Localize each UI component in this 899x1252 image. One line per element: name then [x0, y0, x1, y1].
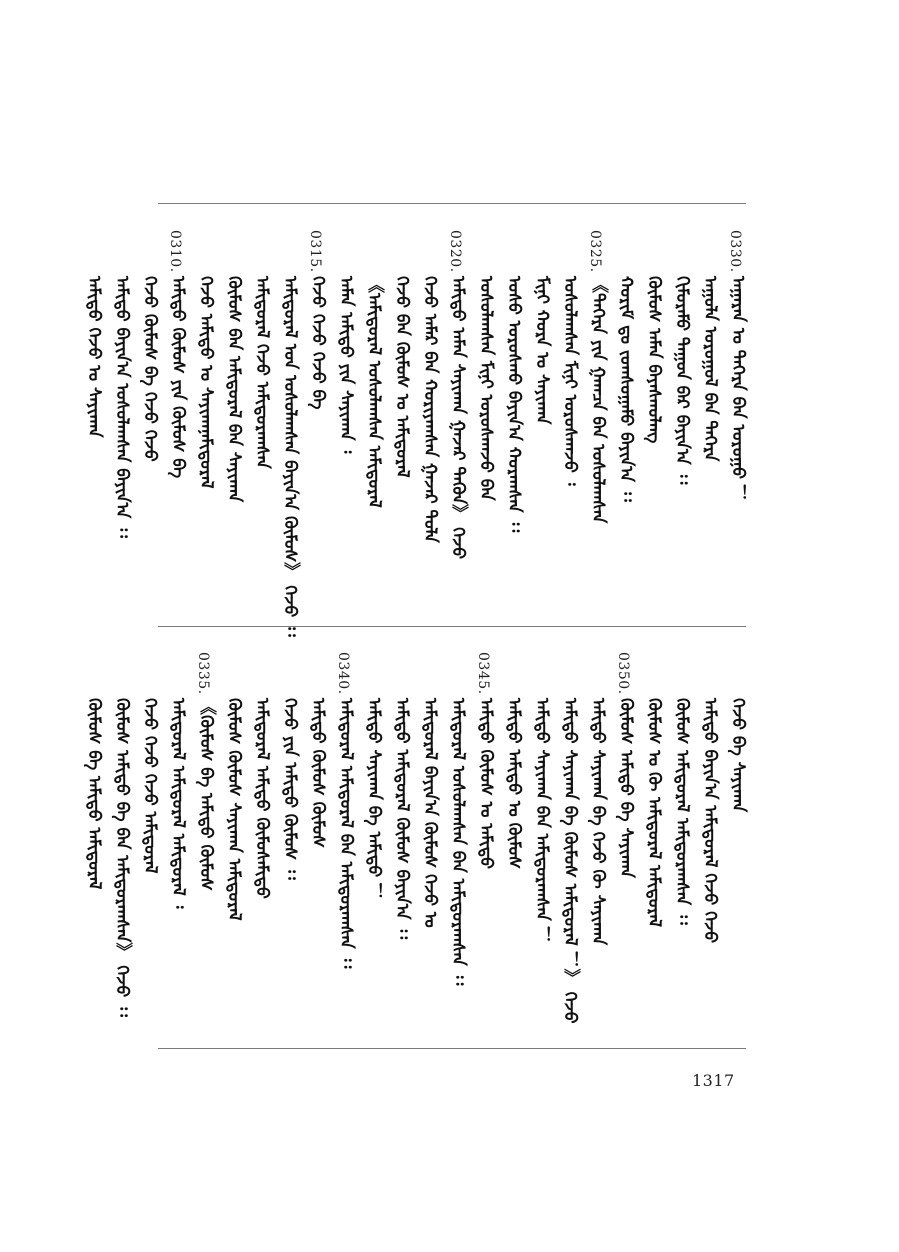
verse-line [332, 230, 360, 610]
verse-line [500, 652, 528, 1032]
line-number: 0340. [335, 652, 351, 695]
verse-line [80, 230, 108, 610]
mongolian-text: 《ᠬᠦᠮᠦᠰ ᠪᠡ ᠠᠮᠢᠳᠤ ᠬᠦᠮᠦᠰ [196, 698, 216, 891]
verse-line [332, 652, 360, 1032]
verse-line [304, 652, 332, 1032]
mongolian-text: ᠤᠰᠤ ᠤᠷᠤᠰᠬᠤ ᠪᠠᠶᠢᠨ᠎ᠠ ᠬᠤᠷᠠᠭᠰᠠᠨ ᠄᠄ [504, 276, 524, 533]
verse-line [192, 652, 220, 1032]
verse-line [388, 230, 416, 610]
bottom-rule [158, 1048, 746, 1049]
mongolian-text: ᠭᠡᠵᠦ ᠪᠠᠨ ᠬᠦᠮᠦᠰ ᠤ ᠠᠮᠢᠳᠤᠷᠠᠯ [392, 276, 412, 478]
verse-line [724, 652, 752, 1032]
mongolian-text: ᠠᠮᠢᠳᠤᠷᠠᠯ ᠤᠨ ᠤᠰᠤᠯᠠᠭᠰᠠᠨ ᠪᠠᠶᠢᠨ᠎ᠠ ᠬᠦᠮᠦᠰ》 ᠭᠡᠵᠦ ᠄᠄ [280, 276, 300, 637]
verse-line [612, 230, 640, 610]
top-rule [158, 203, 746, 204]
mongolian-text: ᠠᠮᠢᠳᠤ ᠰᠠᠶᠢᠬᠠᠨ ᠪᠡ ᠬᠦᠮᠦᠰ ᠠᠮᠢᠳᠤᠷᠠᠯ ！》 ᠭᠡᠵᠦ [560, 698, 580, 1024]
mongolian-text: ᠭᠡᠵᠦ ᠠᠮᠢᠳᠤ ᠤ ᠰᠠᠶᠢᠬᠠᠨᠠᠮᠢᠳᠤᠷᠠᠯ [196, 276, 216, 489]
mongolian-text: 《ᠳᠡᠭᠡᠷᠡ ᠶᠢᠨ ᠭᠠᠭᠴᠠ ᠪᠠᠨ ᠤᠰᠤᠯᠠᠭᠰᠠᠨ [588, 276, 608, 524]
mongolian-text: ᠠᠭᠤᠯᠠ ᠣᠷᠣᠭᠤᠯ ᠪᠠᠨ ᠳᠡᠭᠡᠷᠡ [700, 276, 720, 462]
mongolian-text: ᠠᠮᠢᠳᠤ ᠭᠡᠵᠦ ᠤ ᠰᠠᠶᠢᠬᠠᠨ [84, 276, 104, 438]
verse-line [276, 652, 304, 1032]
mongolian-text: ᠠᠮᠢᠳᠤ ᠰᠠᠶᠢᠬᠠᠨ ᠪᠡ ᠭᠡᠵᠦ ᠬᠦ ᠰᠠᠶᠢᠬᠠᠨ [588, 698, 608, 946]
mongolian-text: ᠠᠮᠢᠳᠤ ᠬᠦᠮᠦᠰ ᠤ ᠠᠮᠢᠳᠤ [476, 698, 496, 869]
mongolian-text: ᠠᠮᠢᠳᠤᠷᠠᠯ ᠤᠰᠤᠯᠠᠭᠰᠠᠨ ᠪᠠᠨ ᠠᠮᠢᠳᠤᠷᠠᠭᠰᠠᠨ ᠄᠄ [448, 698, 468, 986]
verse-line [164, 230, 192, 610]
verse-line [472, 652, 500, 1032]
line-number: 0315. [307, 230, 323, 273]
page-number: 1317 [692, 1071, 735, 1090]
verse-line [556, 230, 584, 610]
line-number: 0350. [615, 652, 631, 695]
mongolian-text: ᠤᠰᠤᠯᠠᠭᠰᠠᠨ ᠮᠢᠨᠢ ᠤᠷᠤᠰᠬᠠᠵᠤ ᠪᠠᠨ [476, 276, 496, 501]
mongolian-text: 《ᠠᠮᠢᠳᠤᠷᠠᠯ ᠤᠰᠤᠯᠠᠭᠰᠠᠨ ᠠᠮᠢᠳᠤᠷᠠᠯ [364, 276, 384, 508]
verse-lines-bottom [80, 652, 752, 1032]
mongolian-text: ᠬᠦᠮᠦᠰ ᠠᠮᠠᠨ ᠪᠠᠶᠠᠰᠬᠤᠯᠠᠩ [644, 276, 664, 444]
mongolian-text: ᠠᠮᠢᠳᠤᠷᠠᠯ ᠭᠡᠵᠦ ᠠᠮᠢᠳᠤᠷᠠᠭᠰᠠᠨ [252, 276, 272, 469]
mongolian-text: ᠠᠮᠢᠳᠤᠷᠠᠯ ᠠᠮᠢᠳᠤ ᠬᠦᠮᠦᠰᠠᠮᠢᠳᠤ [252, 698, 272, 899]
verse-line [640, 230, 668, 610]
verse-line [612, 652, 640, 1032]
mongolian-text: ᠠᠭᠠᠷᠠᠨ ᠤ ᠳᠡᠭᠡᠷᠡ ᠪᠠᠨ ᠣᠷᠣᠭᠤ ！ [728, 276, 748, 502]
verse-line [164, 652, 192, 1032]
mongolian-text: ᠠᠮᠢᠳᠤ ᠠᠮᠢᠳᠤᠷᠠᠯ ᠬᠦᠮᠦᠰ ᠪᠠᠶᠢᠨ᠎ᠠ ᠄᠄ [392, 698, 412, 940]
mongolian-text: ᠭᠡᠵᠦ ᠪᠡ ᠰᠠᠶᠢᠬᠠᠨ [728, 698, 748, 813]
mongolian-text: ᠮᠢᠨᠢ ᠬᠤᠷᠠ ᠤ ᠰᠠᠶᠢᠬᠠᠨ [532, 276, 552, 425]
line-number: 0310. [167, 230, 183, 273]
verse-line [668, 230, 696, 610]
verse-line [108, 230, 136, 610]
mongolian-text: ᠠᠮᠢᠳᠤ ᠰᠠᠶᠢᠬᠠᠨ ᠪᠠᠨ ᠠᠮᠢᠳᠤᠷᠠᠭᠰᠠᠨ ！ [532, 698, 552, 944]
verse-line [640, 652, 668, 1032]
verse-line [388, 652, 416, 1032]
mongolian-text: ᠬᠢᠮᠤᠷᠠᠮᠤ ᠳᠠᠭᠤᠨ ᠪᠠᠷ ᠪᠠᠶᠢᠨ᠎ᠠ ᠄᠄ [672, 276, 692, 485]
verse-line [584, 652, 612, 1032]
verse-line [276, 230, 304, 637]
verse-line [500, 230, 528, 610]
verse-line [528, 230, 556, 610]
mongolian-text: ᠠᠮᠢᠳᠤ ᠠᠮᠠᠨ ᠰᠠᠶᠢᠬᠠᠨ ᠭᠠᠵᠠᠷ ᠲᠡᠭᠦᠨ》 ᠭᠡᠵᠦ [448, 276, 468, 560]
verse-line [80, 652, 108, 1032]
verse-lines-top [80, 230, 752, 637]
line-number: 0335. [195, 652, 211, 695]
mongolian-text: ᠠᠮᠢᠳᠤ ᠠᠮᠢᠳᠤ ᠤ ᠬᠦᠮᠦᠰ [504, 698, 524, 869]
verse-line [220, 652, 248, 1032]
mongolian-text: ᠬᠦᠮᠦᠰ ᠠᠮᠢᠳᠤ ᠪᠡ ᠰᠠᠶᠢᠬᠠᠨ [616, 698, 636, 878]
verse-line [696, 230, 724, 610]
mongolian-text: ᠭᠡᠵᠦ ᠠᠮᠠᠷ ᠪᠠᠨ ᠬᠤᠷᠢᠶᠠᠭᠰᠠᠨ ᠭᠠᠵᠠᠷ ᠲᠤᠯᠠ [420, 276, 440, 543]
line-number: 0320. [447, 230, 463, 273]
verse-line [584, 230, 612, 610]
verse-line [220, 230, 248, 610]
verse-line [360, 652, 388, 1032]
verse-line [444, 652, 472, 1032]
mongolian-text: ᠠᠮᠢᠳᠤᠷᠠᠯ ᠠᠮᠢᠳᠤᠷᠠᠯ ᠠᠮᠢᠳᠤᠷᠠᠯ ᠄ [168, 698, 188, 909]
mongolian-text: ᠠᠮᠢᠳᠤ ᠪᠠᠶᠢᠨ᠎ᠠ ᠠᠮᠢᠳᠤᠷᠠᠯ ᠭᠡᠵᠦ ᠭᠡᠵᠦ [700, 698, 720, 944]
verse-line [444, 230, 472, 610]
verse-block-top [84, 230, 748, 637]
verse-line [528, 652, 556, 1032]
mongolian-text: ᠠᠮᠢᠳᠤᠷᠠᠯ ᠠᠮᠢᠳᠤᠷᠠᠯ ᠪᠠᠨ ᠠᠮᠢᠳᠤᠷᠠᠭᠰᠠᠨ ᠄᠄ [336, 698, 356, 969]
mongolian-text: ᠬᠦᠮᠦᠰ ᠬᠦᠮᠦᠰ ᠰᠠᠶᠢᠬᠠᠨ ᠠᠮᠢᠳᠤᠷᠠᠯ [224, 698, 244, 921]
verse-line [248, 230, 276, 610]
verse-line [416, 652, 444, 1032]
verse-line [724, 230, 752, 610]
mongolian-text: ᠤᠰᠤᠯᠠᠭᠰᠠᠨ ᠮᠢᠨᠢ ᠤᠷᠤᠰᠬᠠᠵᠤ ᠄ [560, 276, 580, 486]
mongolian-text: ᠭᠡᠵᠦ ᠭᠡᠵᠦ ᠭᠡᠵᠦ ᠠᠮᠢᠳᠤᠷᠠᠯ [140, 698, 160, 874]
mongolian-text: ᠠᠮᠢᠳᠤ ᠬᠦᠮᠦᠰ ᠬᠦᠮᠦᠰ [308, 698, 328, 848]
verse-line [304, 230, 332, 610]
mongolian-text: ᠭᠡᠵᠦ ᠬᠦᠮᠦᠰ ᠪᠡ ᠭᠡᠵᠦ ᠭᠡᠵᠦ [140, 276, 160, 462]
verse-line [108, 652, 136, 1032]
line-number: 0325. [587, 230, 603, 273]
verse-line [136, 230, 164, 610]
mongolian-text: ᠬᠦᠮᠦᠰ ᠪᠡ ᠠᠮᠢᠳᠤ ᠠᠮᠢᠳᠤᠷᠠᠯ [84, 698, 104, 890]
mongolian-text: ᠭᠡᠵᠦ ᠶᠢᠨ ᠠᠮᠢᠳᠤ ᠬᠦᠮᠦᠰ ᠄᠄ [280, 698, 300, 880]
mongolian-text: ᠠᠮᠢᠳᠤ ᠪᠠᠶᠢᠨ᠎ᠠ ᠤᠰᠤᠯᠠᠭᠰᠠᠨ ᠪᠠᠶᠢᠨ᠎ᠠ ᠄᠄ [112, 276, 132, 538]
verse-line [472, 230, 500, 610]
line-number: 0345. [475, 652, 491, 695]
mongolian-text: ᠬᠤᠷᠢᠮ ᠳᠤ ᠵᠣᠭᠰᠣᠭᠠᠮᠤ ᠪᠠᠶᠢᠨ᠎ᠠ ᠄᠄ [616, 276, 636, 502]
mongolian-text: ᠬᠦᠮᠦᠰ ᠠᠮᠢᠳᠤᠷᠠᠯ ᠠᠮᠢᠳᠤᠷᠠᠭᠰᠠᠨ ᠄᠄ [672, 698, 692, 925]
verse-line [668, 652, 696, 1032]
mongolian-text: ᠠᠮᠢᠳᠤᠷᠠᠯ ᠪᠠᠶᠢᠨ᠎ᠠ ᠬᠦᠮᠦᠰ ᠭᠡᠵᠦ ᠤ [420, 698, 440, 928]
verse-block-bottom [84, 652, 748, 1032]
mongolian-text: ᠬᠦᠮᠦᠰ ᠤ ᠬᠦ ᠠᠮᠢᠳᠤᠷᠠᠯ ᠠᠮᠢᠳᠤᠷᠠᠯ [644, 698, 664, 928]
verse-line [360, 230, 388, 610]
verse-line [248, 652, 276, 1032]
verse-line [696, 652, 724, 1032]
line-number: 0330. [727, 230, 743, 273]
verse-line [192, 230, 220, 610]
verse-line [136, 652, 164, 1032]
verse-line [556, 652, 584, 1032]
middle-rule [158, 626, 746, 627]
mongolian-text: ᠠᠮᠠᠨ ᠠᠮᠢᠳᠤ ᠶᠢᠨ ᠰᠠᠶᠢᠬᠠᠨ ᠄ [336, 276, 356, 454]
mongolian-text: ᠬᠦᠮᠦᠰ ᠪᠠᠨ ᠠᠮᠢᠳᠤᠷᠠᠯ ᠪᠠᠨ ᠰᠠᠶᠢᠬᠠᠨ [224, 276, 244, 503]
mongolian-text: ᠭᠡᠵᠦ ᠭᠡᠵᠦ ᠭᠡᠵᠦ ᠪᠡ [308, 276, 328, 410]
verse-line [416, 230, 444, 610]
mongolian-text: ᠬᠦᠮᠦᠰ ᠠᠮᠢᠳᠤ ᠪᠡ ᠪᠠᠨ ᠠᠮᠢᠳᠤᠷᠠᠭᠰᠠᠨ》 ᠭᠡᠵᠦ ᠄᠄ [112, 698, 132, 1017]
mongolian-text: ᠠᠮᠢᠳᠤ ᠰᠠᠶᠢᠬᠠᠨ ᠪᠡ ᠠᠮᠢᠳᠤ ！ [364, 698, 384, 901]
mongolian-text: ᠠᠮᠢᠳᠤ ᠬᠦᠮᠦᠰ ᠶᠢᠨ ᠬᠦᠮᠦᠰ ᠪᠡ [168, 276, 188, 479]
